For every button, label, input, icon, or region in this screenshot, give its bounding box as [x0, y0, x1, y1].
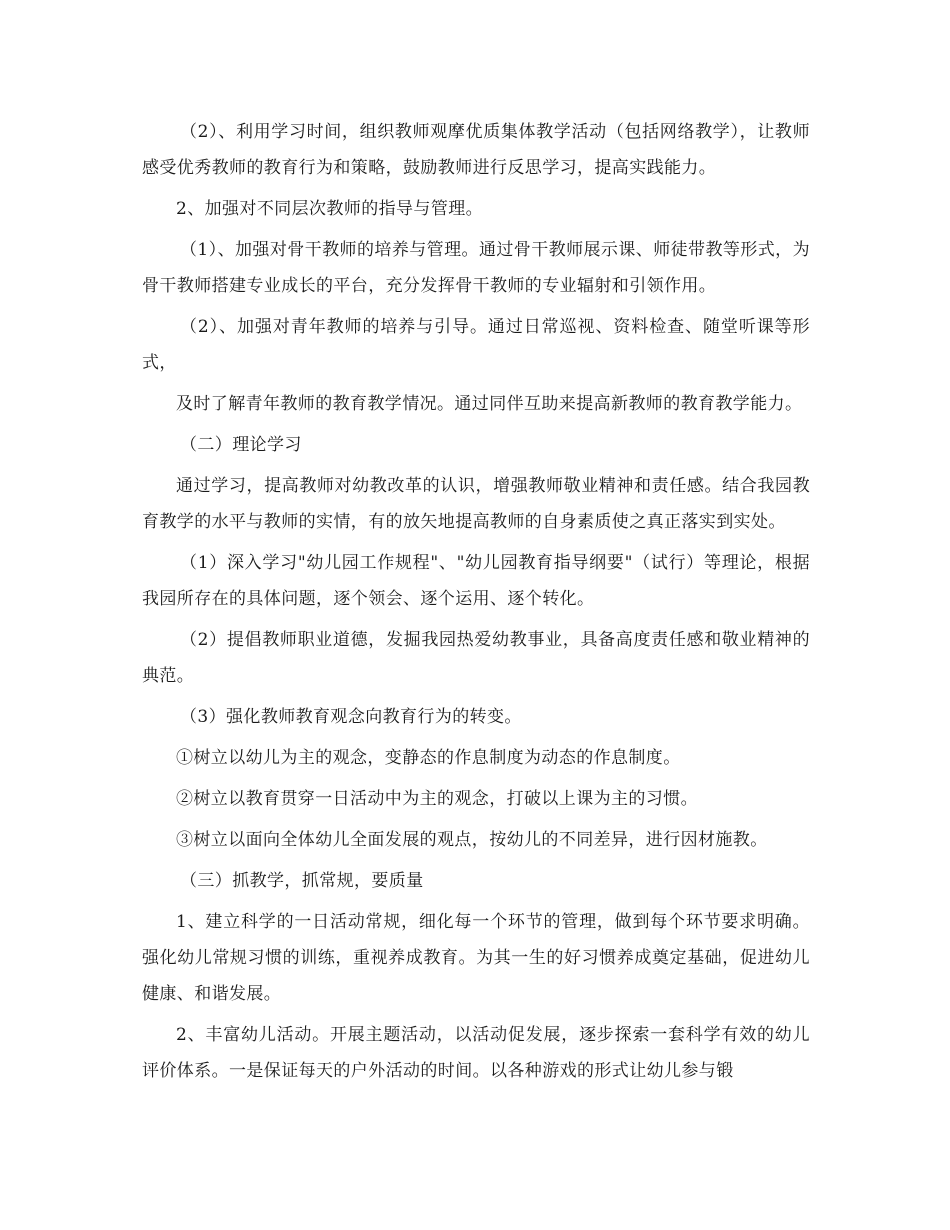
paragraph-daily-routine: 1、建立科学的一日活动常规，细化每一个环节的管理，做到每个环节要求明确。强化幼儿常规习惯的训练，重视养成教育。为其一生的好习惯养成奠定基础，促进幼儿健康、和谐发展。: [142, 912, 810, 1004]
section-heading-teaching-quality: （三）抓教学，抓常规，要质量: [180, 871, 424, 891]
paragraph-backbone-teachers: （1）、加强对骨干教师的培养与管理。通过骨干教师展示课、师徒带教等形式，为骨干教师搭建专业成长的平台，充分发挥骨干教师的专业辐射和引领作用。: [142, 240, 810, 296]
paragraph-young-teachers: （2）、加强对青年教师的培养与引导。通过日常巡视、资料检查、随堂听课等形式，: [142, 317, 810, 373]
paragraph-heading-2: 2、加强对不同层次教师的指导与管理。: [176, 199, 484, 219]
paragraph-theory-point-3: （3）强化教师教育观念向教育行为的转变。: [180, 707, 522, 727]
list-item-circled-1: ①树立以幼儿为主的观念，变静态的作息制度为动态的作息制度。: [176, 748, 681, 768]
paragraph-item-2-subpoint-2: （2）、利用学习时间，组织教师观摩优质集体教学活动（包括网络教学），让教师感受优秀教师的教育行为和策略，鼓励教师进行反思学习，提高实践能力。: [142, 122, 810, 178]
list-item-circled-2: ②树立以教育贯穿一日活动中为主的观念，打破以上课为主的习惯。: [176, 789, 698, 809]
paragraph-theory-point-2: （2）提倡教师职业道德，发掘我园热爱幼教事业，具备高度责任感和敬业精神的典范。: [142, 630, 810, 686]
list-item-circled-3: ③树立以面向全体幼儿全面发展的观点，按幼儿的不同差异，进行因材施教。: [176, 830, 768, 850]
paragraph-enrich-activities: 2、丰富幼儿活动。开展主题活动，以活动促发展，逐步探索一套科学有效的幼儿评价体系。一是保证每天的户外活动的时间。以各种游戏的形式让幼儿参与锻: [142, 1025, 810, 1081]
document-body: [142, 114, 810, 1094]
paragraph-theory-intro: 通过学习，提高教师对幼教改革的认识，增强教师敬业精神和责任感。结合我园教育教学的水平与教师的实情，有的放矢地提高教师的自身素质使之真正落实到实处。: [142, 476, 810, 532]
paragraph-young-teachers-continued: 及时了解青年教师的教育教学情况。通过同伴互助来提高新教师的教育教学能力。: [176, 394, 803, 414]
section-heading-theory-study: （二）理论学习: [180, 435, 302, 455]
paragraph-theory-point-1: （1）深入学习"幼儿园工作规程"、"幼儿园教育指导纲要"（试行）等理论，根据我园所存在的具体问题，逐个领会、逐个运用、逐个转化。: [142, 553, 810, 609]
